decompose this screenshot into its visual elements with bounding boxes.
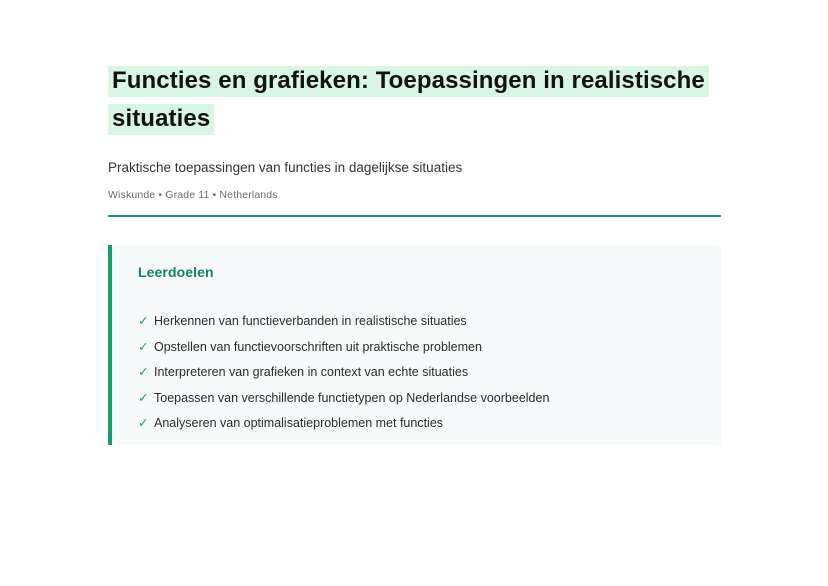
- page-title-text: Functies en grafieken: Toepassingen in realistische situaties: [108, 66, 709, 135]
- list-item-label: Herkennen van functieverbanden in realistische situaties: [154, 314, 467, 328]
- list-item-label: Toepassen van verschillende functietypen op Nederlandse voorbeelden: [154, 390, 550, 405]
- list-item: [138, 415, 698, 431]
- list-item-label: Analyseren van optimalisatieproblemen met functies: [154, 416, 444, 430]
- list-item-label: Interpreteren van grafieken in context van echte situaties: [154, 365, 469, 379]
- check-icon: ✓: [138, 416, 149, 430]
- check-icon: ✓: [138, 314, 149, 328]
- check-icon: ✓: [138, 390, 149, 405]
- list-item: [138, 364, 698, 380]
- document-meta: Wiskunde • Grade 11 • Netherlands: [108, 189, 278, 201]
- document-header: [108, 62, 721, 217]
- page-title: [108, 62, 721, 138]
- learning-objectives-title: Leerdoelen: [138, 264, 214, 280]
- list-item-label: Opstellen van functievoorschriften uit praktische problemen: [154, 339, 482, 354]
- page-subtitle: Praktische toepassingen van functies in dagelijkse situaties: [108, 160, 463, 175]
- check-icon: ✓: [138, 339, 149, 354]
- learning-objectives-card: [108, 245, 721, 445]
- list-item: [138, 339, 698, 355]
- check-icon: ✓: [138, 365, 149, 379]
- list-item: [138, 313, 698, 329]
- list-item: [138, 390, 698, 406]
- header-divider: [108, 215, 721, 217]
- learning-objectives-list: [138, 313, 698, 441]
